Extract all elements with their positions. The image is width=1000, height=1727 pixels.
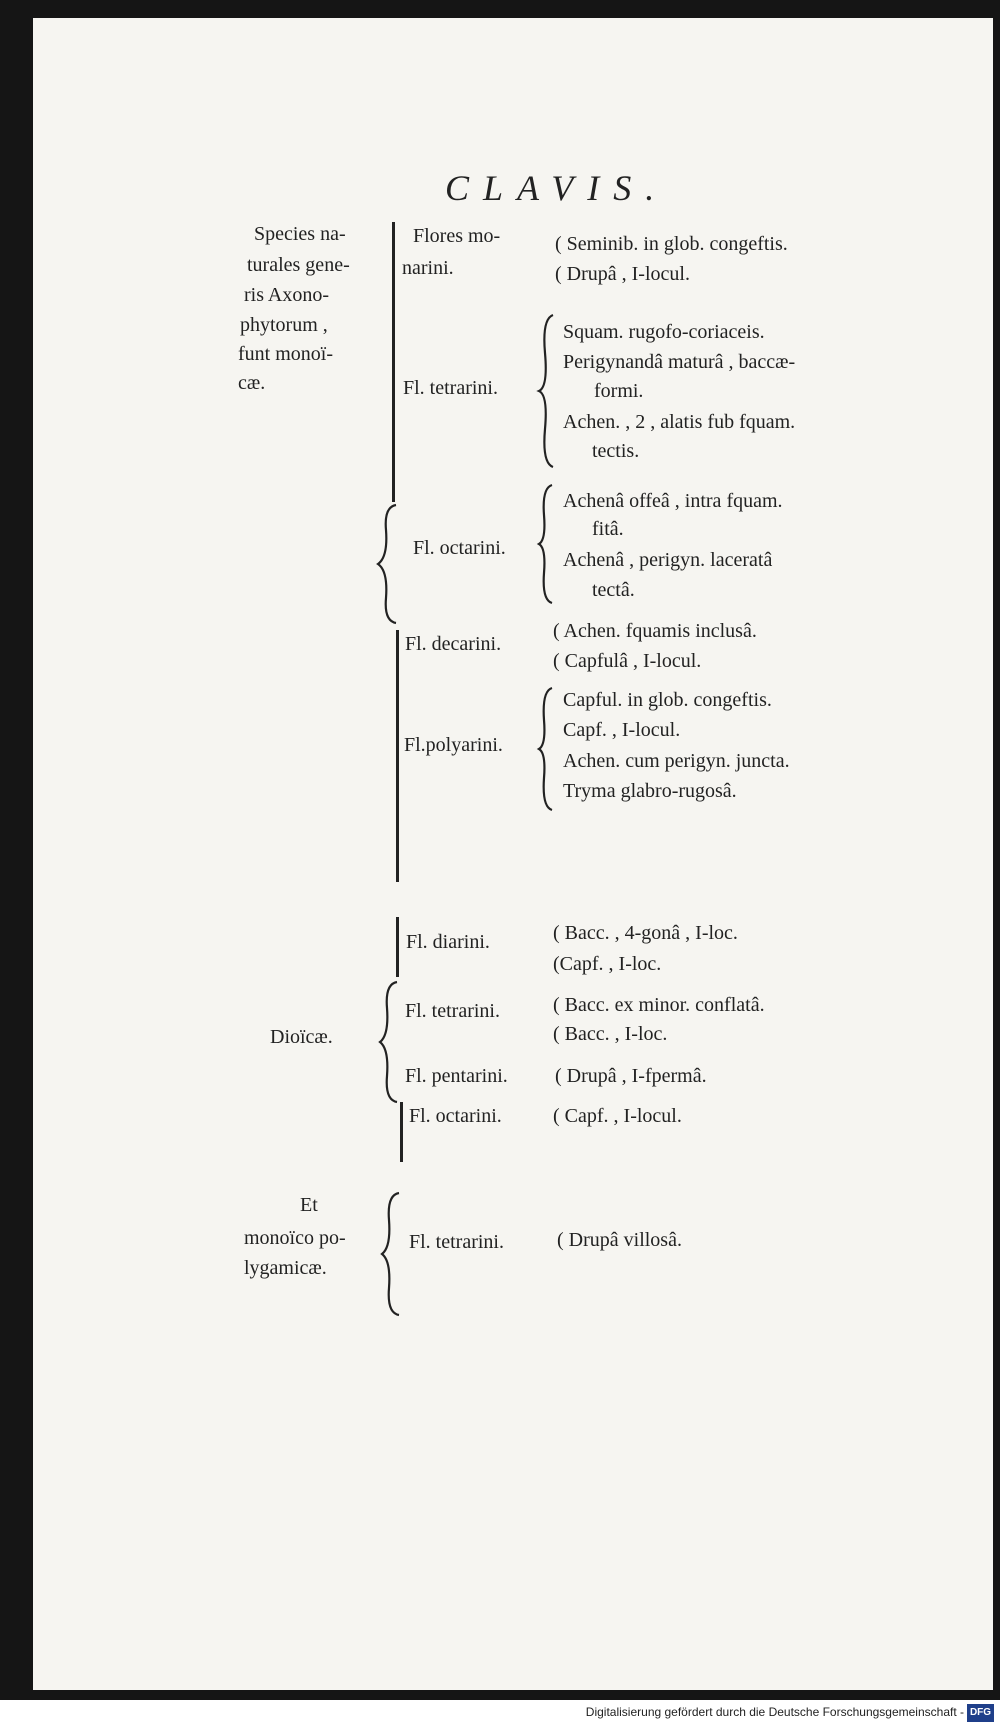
category-label: Fl. tetrarini. xyxy=(409,1231,504,1253)
key-item: Achen. , 2 , alatis fub fquam. xyxy=(563,411,796,433)
left-label-line: lygamicæ. xyxy=(244,1257,327,1279)
key-item: Squam. rugofo-coriaceis. xyxy=(563,321,765,343)
left-label-line: monoïco po- xyxy=(244,1227,346,1249)
book-page xyxy=(33,18,993,1690)
key-item: ( Bacc. , 4-gonâ , I-loc. xyxy=(553,922,738,944)
brace-dioicae xyxy=(380,982,400,1102)
key-item: Capful. in glob. congeftis. xyxy=(563,689,772,711)
dfg-logo: DFG xyxy=(967,1704,994,1722)
rule-decarini-polyarini xyxy=(396,630,399,882)
key-item: Capf. , I-locul. xyxy=(563,719,681,741)
key-item: ( Bacc. ex minor. conflatâ. xyxy=(553,994,765,1016)
left-label-line: phytorum , xyxy=(240,314,328,336)
category-label: Fl. octarini. xyxy=(413,537,506,559)
category-label: Fl. tetrarini. xyxy=(403,377,498,399)
key-item: ( Capfulâ , I-locul. xyxy=(553,650,702,672)
rule-octarini-dioicae xyxy=(400,1102,403,1162)
category-label: narini. xyxy=(402,257,454,279)
key-item: ( Bacc. , I-loc. xyxy=(553,1023,668,1045)
key-item: ( Drupâ , I-locul. xyxy=(555,263,690,285)
category-label: Fl. tetrarini. xyxy=(405,1000,500,1022)
key-item: Achenâ , perigyn. laceratâ xyxy=(563,549,773,571)
left-label-line: funt monoï- xyxy=(238,343,333,365)
key-item: ( Achen. fquamis inclusâ. xyxy=(553,620,757,642)
key-item: formi. xyxy=(594,380,644,402)
key-item: ( Capf. , I-locul. xyxy=(553,1105,682,1127)
rule-diarini xyxy=(396,917,399,977)
brace-tetrarini-items xyxy=(539,315,557,467)
brace-octarini-items xyxy=(539,485,555,603)
brace-octarini xyxy=(378,505,400,623)
key-item: Tryma glabro-rugosâ. xyxy=(563,780,737,802)
key-item: Achen. cum perigyn. juncta. xyxy=(563,750,790,772)
left-label-line: turales gene- xyxy=(247,254,350,276)
category-label: Fl. pentarini. xyxy=(405,1065,508,1087)
category-label: Fl. decarini. xyxy=(405,633,502,655)
brace-polygamicae xyxy=(382,1193,402,1315)
left-label-line: Species na- xyxy=(254,223,346,245)
key-item: Perigynandâ maturâ , baccæ- xyxy=(563,351,796,373)
brace-polyarini-items xyxy=(539,688,555,810)
left-label-line: ris Axono- xyxy=(244,284,329,306)
key-item: tectis. xyxy=(592,440,640,462)
rule-monarini-tetrarini xyxy=(392,222,395,502)
left-label-line: Et xyxy=(300,1194,318,1216)
key-item: Achenâ offeâ , intra fquam. xyxy=(563,490,783,512)
key-item: fitâ. xyxy=(592,518,624,540)
key-item: (Capf. , I-loc. xyxy=(553,953,662,975)
category-label: Fl. octarini. xyxy=(409,1105,502,1127)
key-item: ( Seminib. in glob. congeftis. xyxy=(555,233,788,255)
key-item: tectâ. xyxy=(592,579,635,601)
footer-bar xyxy=(0,1700,1000,1727)
category-label: Flores mo- xyxy=(413,225,501,247)
left-label-dioicae: Dioïcæ. xyxy=(270,1026,333,1048)
category-label: Fl. diarini. xyxy=(406,931,490,953)
left-label-line: cæ. xyxy=(238,372,266,394)
category-label: Fl.polyarini. xyxy=(404,734,503,756)
key-item: ( Drupâ villosâ. xyxy=(557,1229,682,1251)
page-title: CLAVIS. xyxy=(445,168,669,208)
footer-text: Digitalisierung gefördert durch die Deutsche Forschungsgemeinschaft - xyxy=(585,1705,964,1719)
key-item: ( Drupâ , I-fpermâ. xyxy=(555,1065,707,1087)
